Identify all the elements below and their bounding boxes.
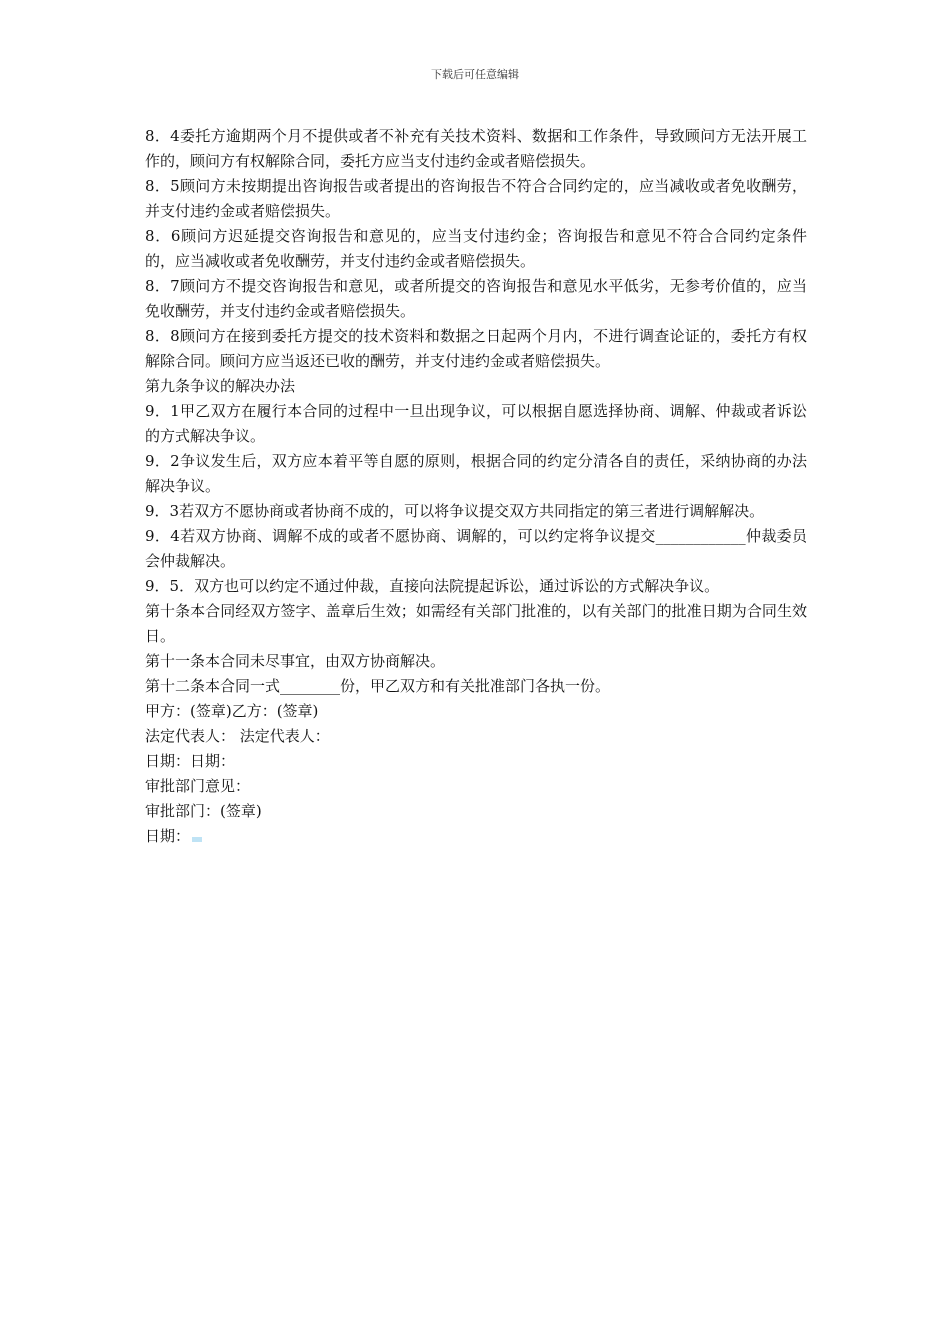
text-cursor-marker bbox=[192, 837, 202, 842]
page-header-note: 下载后可任意编辑 bbox=[431, 68, 519, 81]
article-11: 第十一条本合同未尽事宜，由双方协商解决。 bbox=[145, 652, 446, 670]
approval-opinion: 审批部门意见： bbox=[145, 777, 251, 795]
clause-8-8: 8．8顾问方在接到委托方提交的技术资料和数据之日起两个月内，不进行调查论证的，委托方有权解除合同。顾问方应当返还已收的酬劳，并支付违约金或者赔偿损失。 bbox=[145, 327, 807, 370]
signature-dates: 日期：日期： bbox=[145, 752, 236, 770]
document-body bbox=[145, 124, 807, 849]
clause-8-7: 8．7顾问方不提交咨询报告和意见，或者所提交的咨询报告和意见水平低劣，无参考价值的，应当免收酬劳，并支付违约金或者赔偿损失。 bbox=[145, 277, 807, 320]
clause-9-3: 9．3若双方不愿协商或者协商不成的，可以将争议提交双方共同指定的第三者进行调解解决。 bbox=[145, 502, 765, 520]
signature-representatives: 法定代表人： 法定代表人： bbox=[145, 727, 330, 745]
clause-9-5: 9．5．双方也可以约定不通过仲裁，直接向法院提起诉讼，通过诉讼的方式解决争议。 bbox=[145, 577, 720, 595]
approval-date-line bbox=[145, 824, 807, 849]
article-12: 第十二条本合同一式________份，甲乙双方和有关批准部门各执一份。 bbox=[145, 677, 611, 695]
clause-8-4: 8．4委托方逾期两个月不提供或者不补充有关技术资料、数据和工作条件，导致顾问方无法开展工作的，顾问方有权解除合同，委托方应当支付违约金或者赔偿损失。 bbox=[145, 127, 807, 170]
article-10: 第十条本合同经双方签字、盖章后生效；如需经有关部门批准的，以有关部门的批准日期为合同生效日。 bbox=[145, 602, 807, 645]
approval-date-label: 日期： bbox=[145, 827, 191, 845]
signature-parties: 甲方：(签章)乙方：(签章) bbox=[145, 702, 319, 720]
clause-9-1: 9．1甲乙双方在履行本合同的过程中一旦出现争议，可以根据自愿选择协商、调解、仲裁或者诉讼的方式解决争议。 bbox=[145, 402, 807, 445]
article-9-title: 第九条争议的解决办法 bbox=[145, 377, 296, 395]
clause-8-6: 8．6顾问方迟延提交咨询报告和意见的，应当支付违约金；咨询报告和意见不符合合同约定条件的，应当减收或者免收酬劳，并支付违约金或者赔偿损失。 bbox=[145, 227, 807, 270]
clause-9-4: 9．4若双方协商、调解不成的或者不愿协商、调解的，可以约定将争议提交____________仲裁委员会仲裁解决。 bbox=[145, 527, 807, 570]
clause-9-2: 9．2争议发生后，双方应本着平等自愿的原则，根据合同的约定分清各自的责任，采纳协商的办法解决争议。 bbox=[145, 452, 807, 495]
clause-8-5: 8．5顾问方未按期提出咨询报告或者提出的咨询报告不符合合同约定的，应当减收或者免收酬劳，并支付违约金或者赔偿损失。 bbox=[145, 177, 807, 220]
approval-dept: 审批部门：(签章) bbox=[145, 802, 262, 820]
